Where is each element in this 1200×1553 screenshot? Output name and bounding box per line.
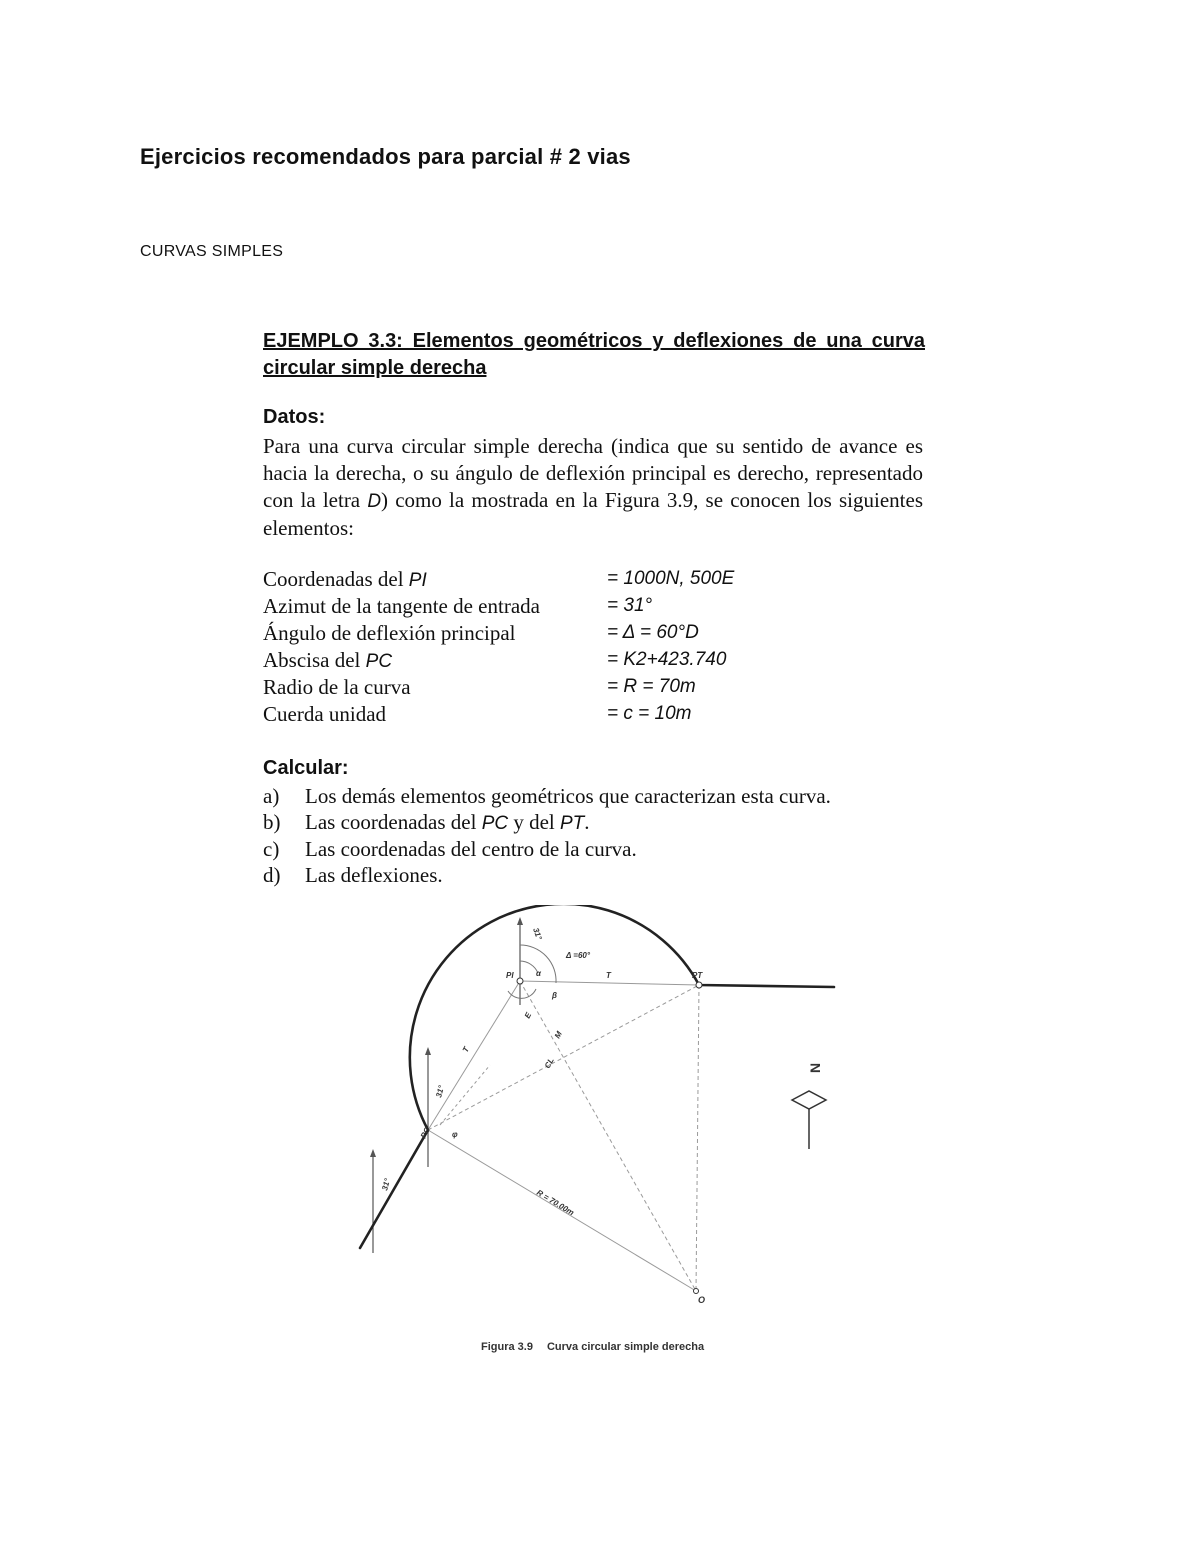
label-north: N — [807, 1062, 823, 1073]
task-text-pt: PT — [560, 813, 585, 834]
section-label: CURVAS SIMPLES — [140, 243, 284, 260]
task-letter: d) — [263, 863, 281, 887]
task-text: Las deflexiones. — [305, 863, 443, 887]
data-label: Azimut de la tangente de entrada — [263, 594, 540, 618]
task-text-mid: y del — [508, 810, 560, 834]
arrowhead-pc — [425, 1047, 431, 1055]
data-label: Abscisa del — [263, 648, 366, 672]
data-value: = Δ = 60°D — [607, 622, 699, 643]
deflection-line — [440, 1065, 490, 1125]
data-row-pi — [263, 567, 963, 594]
label-pt: PT — [692, 971, 703, 980]
pt-point — [696, 982, 702, 988]
pi-point — [517, 978, 523, 984]
label-cl: CL — [542, 1056, 556, 1070]
example-title: EJEMPLO 3.3: Elementos geométricos y deflexiones de una curva circular simple derecha — [263, 330, 925, 379]
curve-figure — [340, 905, 860, 1325]
construction-lines — [428, 981, 699, 1291]
label-az-low: 31° — [380, 1177, 393, 1192]
task-text-pre: Las coordenadas del — [305, 810, 482, 834]
label-m: M — [552, 1029, 564, 1040]
data-row-cuerda — [263, 702, 963, 729]
data-label: Ángulo de deflexión principal — [263, 621, 516, 645]
data-value: = c = 10m — [607, 703, 692, 724]
task-letter: b) — [263, 810, 281, 834]
north-arrow-icon — [792, 1091, 826, 1149]
label-t-top: T — [606, 971, 611, 980]
data-value: = 31° — [607, 595, 653, 616]
figure-caption — [481, 1341, 718, 1353]
task-a — [263, 784, 943, 811]
label-alpha: α — [536, 969, 541, 978]
radius-line-pt — [696, 985, 699, 1291]
intro-part1: Para una curva circular simple derecha (indica que su sentido de avance es hacia la derecha, o su ángulo de deflexión principal es derecho, representado con la letra — [263, 434, 923, 512]
calcular-heading: Calcular: — [263, 757, 349, 779]
data-value: = K2+423.740 — [607, 649, 727, 670]
label-pc: PC — [418, 1125, 432, 1140]
intro-letter: D — [367, 491, 382, 512]
document-title: Ejercicios recomendados para parcial # 2 vias — [140, 144, 631, 169]
label-radius: R = 70.00m — [534, 1187, 576, 1218]
datos-heading: Datos: — [263, 406, 326, 428]
label-o: O — [698, 1295, 706, 1305]
data-value: = 1000N, 500E — [607, 568, 735, 589]
task-letter: c) — [263, 837, 280, 861]
north-lines — [373, 923, 520, 1253]
label-t-left: T — [460, 1045, 472, 1054]
data-value: = R = 70m — [607, 676, 696, 697]
tangent-line-exit — [520, 981, 699, 985]
label-beta: β — [552, 991, 557, 1000]
bisector-line — [520, 981, 696, 1291]
data-label: Coordenadas del — [263, 567, 409, 591]
tangent-line-entry — [428, 981, 520, 1130]
task-text: Las coordenadas del centro de la curva. — [305, 837, 637, 861]
north-arrowheads — [370, 917, 523, 1157]
angle-arcs — [508, 945, 556, 998]
label-phi: φ — [452, 1130, 458, 1139]
task-d — [263, 863, 943, 890]
label-e: E — [522, 1010, 534, 1020]
intro-part2: ) como la mostrada en la Figura 3.9, se conocen los siguientes elementos: — [263, 488, 923, 540]
task-text-pc: PC — [481, 813, 509, 834]
label-az-mid: 31° — [434, 1084, 447, 1099]
data-row-radio — [263, 675, 963, 702]
alignment-curve — [360, 905, 834, 1248]
data-label-italic: PC — [365, 651, 393, 672]
figure-labels — [380, 927, 823, 1305]
task-c — [263, 837, 943, 864]
label-az-top: 31° — [531, 926, 544, 942]
center-point — [694, 1289, 699, 1294]
label-delta: Δ =60° — [566, 951, 591, 960]
data-label: Radio de la curva — [263, 675, 411, 699]
long-chord — [428, 985, 699, 1130]
intro-paragraph — [263, 433, 923, 542]
caption-text: Curva circular simple derecha — [546, 1341, 705, 1353]
data-row-abscisa — [263, 648, 963, 675]
task-text: Los demás elementos geométricos que caracterizan esta curva. — [305, 784, 831, 808]
label-pi: PI — [506, 971, 514, 980]
arrowhead-pi — [517, 917, 523, 925]
data-label: Cuerda unidad — [263, 702, 387, 726]
arrowhead-low — [370, 1149, 376, 1157]
task-b — [263, 810, 943, 837]
data-row-azimut — [263, 594, 963, 621]
data-label-italic: PI — [408, 570, 427, 591]
data-row-angulo — [263, 621, 963, 648]
task-letter: a) — [263, 784, 280, 808]
caption-number: Figura 3.9 — [481, 1341, 533, 1353]
task-text-post: . — [584, 810, 590, 834]
